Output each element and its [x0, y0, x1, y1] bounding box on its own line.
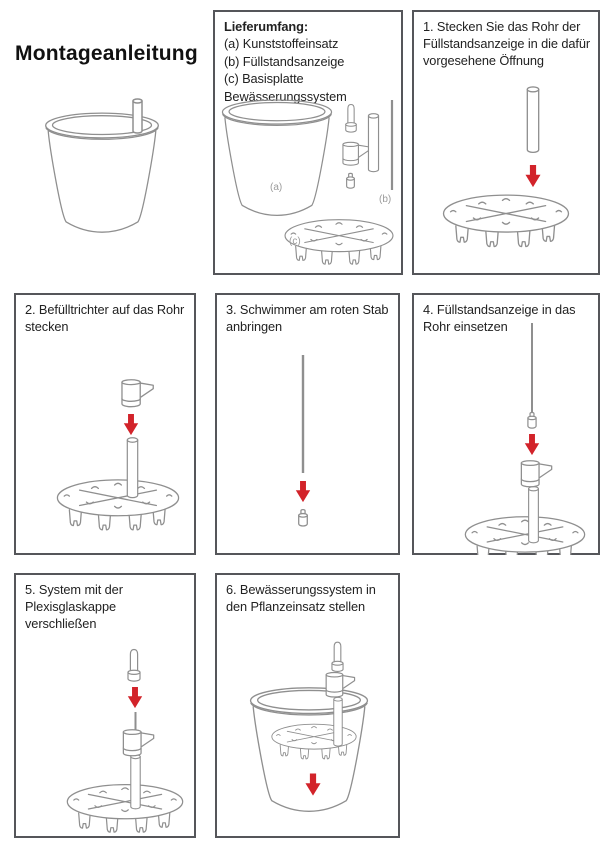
funnel-icon — [122, 380, 153, 407]
funnel-icon — [123, 730, 153, 756]
part-label-a: (a) — [270, 182, 283, 193]
funnel-icon — [326, 673, 354, 697]
fill-tube-icon — [133, 99, 142, 133]
part-label-c: (c) — [289, 236, 301, 247]
tube-icon — [127, 438, 137, 498]
red-arrow-icon — [128, 687, 142, 708]
delivery-item-c: (c) Basisplatte — [224, 71, 304, 87]
panel-step-3 — [215, 293, 400, 555]
step-1-drawing — [414, 75, 598, 271]
cap-icon — [332, 642, 343, 671]
funnel-icon — [521, 461, 551, 487]
panel-step-2 — [14, 293, 196, 555]
base-plate-icon — [67, 785, 182, 833]
delivery-parts-drawing — [218, 92, 400, 270]
step-5-caption: 5. System mit der Plexisglaskappe verschließen — [25, 582, 123, 631]
step-2-caption: 2. Befülltrichter auf das Rohr stecken — [25, 302, 185, 334]
step-6-drawing — [217, 618, 400, 840]
base-plate-icon — [285, 220, 393, 264]
float-icon — [347, 173, 355, 188]
funnel-icon — [343, 142, 370, 165]
red-arrow-icon — [296, 481, 310, 502]
tube-icon — [368, 114, 378, 172]
red-arrow-icon — [305, 773, 320, 795]
tube-icon — [334, 697, 342, 746]
panel-step-6 — [215, 573, 400, 838]
tube-icon — [529, 487, 539, 543]
panel-step-5 — [14, 573, 196, 838]
step-1-caption: 1. Stecken Sie das Rohr der Füllstandsanzeige in die dafür vorgesehene Öffnung — [423, 19, 591, 68]
tube-icon — [527, 87, 538, 152]
panel-delivery-contents — [213, 10, 403, 275]
float-icon — [299, 510, 308, 526]
base-plate-icon — [444, 195, 569, 246]
step-6-caption: 6. Bewässerungssystem in den Pflanzeinsatz stellen — [226, 582, 376, 614]
base-plate-icon — [57, 480, 178, 530]
step-3-caption: 3. Schwimmer am roten Stab anbringen — [226, 302, 389, 334]
cap-icon — [346, 105, 357, 133]
panel-step-4 — [412, 293, 600, 555]
delivery-item-b: (b) Füllstandsanzeige — [224, 53, 345, 69]
step-4-drawing — [414, 315, 598, 555]
part-label-b: (b) — [379, 194, 392, 205]
red-arrow-icon — [525, 434, 539, 455]
tube-icon — [131, 755, 140, 809]
step-2-drawing — [16, 340, 194, 554]
panel-step-1 — [412, 10, 600, 275]
assembled-pot-drawing — [40, 95, 170, 240]
float-icon — [528, 412, 536, 428]
delivery-system-label: Bewässerungssystem — [224, 88, 347, 104]
step-4-caption: 4. Füllstandsanzeige in das Rohr einsetzen — [423, 302, 576, 334]
base-plate-icon — [465, 517, 584, 555]
delivery-item-a: (a) Kunststoffeinsatz — [224, 36, 339, 52]
page-title: Montageanleitung — [15, 42, 198, 65]
red-arrow-icon — [525, 165, 540, 187]
cap-icon — [128, 650, 140, 682]
base-plate-icon — [272, 724, 356, 759]
step-5-drawing — [16, 617, 194, 837]
red-arrow-icon — [124, 414, 138, 435]
delivery-heading: Lieferumfang: — [224, 19, 309, 34]
pot-icon — [222, 100, 331, 215]
step-3-drawing — [217, 343, 398, 553]
